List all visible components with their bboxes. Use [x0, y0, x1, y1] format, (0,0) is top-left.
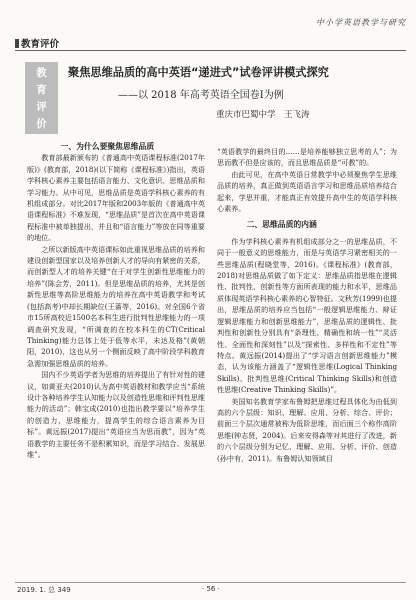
body-paragraph: 作为学科核心素养有机组成部分之一的思维品质，不同于一般意义的思维能力，而是与英语学习紧密相关的一些思维品质(程晓堂等，2016)。《课程标准》(教育部，2018)对思维品质做了如下定义：思维品质指思维在逻辑性、批判性、创新性等方面所表现的能力和水平，思维品质体现英语学科核心素养的心智特征。文秋芳(1999)也提出，思维品质的培养应当包括“一般逻辑思维能力、辩证逻辑思维能力和创新思维能力”，思维品质的逻辑性、批判性和创新性分别具有“条理性、精确性和统一性”“灵活性、全面性和深刻性”以及“探索性、多样性和不定性”等特点。黄远振(2014)提出了“学习语言创新思维能力”模态，认为该能力涵盖了“逻辑性思维(Logical Thinking Skills)、批判性思维(Critical Thinking Skills)和创造性思维(Creative Thinking Skills)”。	[217, 236, 397, 395]
issue-number: 2019. 1. 总 349	[17, 586, 71, 594]
footer-rule	[15, 582, 406, 583]
body-paragraph: 国内不少英语学者为思维的培养提出了有针对性的建议，如黄亚夫(2010)认为高中英语教材和教学应当“系统设计各种培养学生认知能力以及创造性思维和评判性思维能力的活动”；韩宝成(2010)也指出教学要以“培养学生的创造力、思维能力，提高学生的综合语言素养为目标”。黄远振(2017)提出“英语应当为思而教”，因为“英语教学的主要任务不是积累知识，而是学习结合、发展思维”。	[27, 370, 205, 459]
body-paragraph: 教育部最新颁布的《普通高中英语课程标准(2017年版)》(教育部，2018)(以下简称《课程标准》)指出，英语学科核心素养主要包括语言能力、文化意识、思维品质和学习能力。从中可见，思维品质是英语学科核心素养的有机组成部分。对比2017年版和2003年版的《普通高中英语课程标准》不难发现，“思维品质”是首次在高中英语课程标准中被单独提出，并且和“语言能力”等放在同等重要的地位。	[27, 153, 205, 243]
body-paragraph: 由此可见，在高中英语日常教学中必须聚焦学生思维品质的培养，真正做到英语语言学习和思维品质培养结合起来，学思并重，才能真正有效提升高中生的英语学科核心素养。	[217, 169, 397, 214]
side-band-char: 教	[36, 67, 47, 79]
article-subtitle: ——以 2018 年高考英语全国卷Ⅰ为例	[118, 90, 284, 101]
side-band	[25, 62, 58, 134]
side-band-char: 育	[36, 84, 47, 96]
right-column	[217, 146, 397, 464]
column-tag	[15, 36, 59, 50]
page-number: · 56 ·	[202, 585, 220, 593]
column-tag-label: 教育评价	[21, 39, 60, 50]
body-paragraph: 美国知名教育学家布鲁姆把思维过程具体化为由低到高的六个层级：知识、理解、应用、分析、综合、评价；前面三个层次通常被称为低阶思维，而后面三个称作高阶思维(钟志贤，2004)。后来安得森等对其进行了改进，新的六个层级分别为记忆、理解、应用、分析、评价、创造(孙中有，2011)。布鲁姆认知领域目	[217, 396, 397, 463]
article-author: 重庆市巴蜀中学 王飞涛	[216, 110, 310, 120]
header-rule	[15, 50, 406, 51]
side-band-char: 价	[36, 118, 47, 130]
body-paragraph: 之所以新版高中英语课标如此重视思维品质的培养和建设创新型国家以及培养创新人才的导向有紧密的关系，而创新型人才的培养关键“在于对学生创新性思维能力的培养”(陈会芳，2011)。但是思维品质的培养，尤其是创新性思维等高阶思维能力的培养在高中英语教学和考试(包括高考)中却长期缺位(王蔷等，2016)。对全国6个省市15所高校近1500名本科生进行批判性思维能力的一项调查研究发现，“所调查的在校本科生的CT(Critical Thinking)能力总体上处于低等水平，未达及格”(黄朝阳，2010)，这也从另一个侧面反映了高中阶段学科教育急需加强思维品质的培养。	[27, 244, 205, 368]
section-heading: 二、思维品质的内涵	[246, 220, 317, 230]
article-title: 聚焦思维品质的高中英语“递进式”试卷评讲模式探究	[68, 66, 329, 79]
journal-name: 中小学英语教学与研究	[316, 18, 406, 27]
section-heading: 一、为什么要聚焦思维品质	[60, 142, 155, 151]
left-column	[27, 141, 205, 460]
side-band-char: 评	[36, 101, 47, 113]
body-paragraph: “英语教学的最终目的……是培养能够独立思考的人”；为思而教不但是应该的，而且思维品质是“可教”的。	[217, 147, 397, 168]
column-tag-marker	[15, 39, 19, 48]
